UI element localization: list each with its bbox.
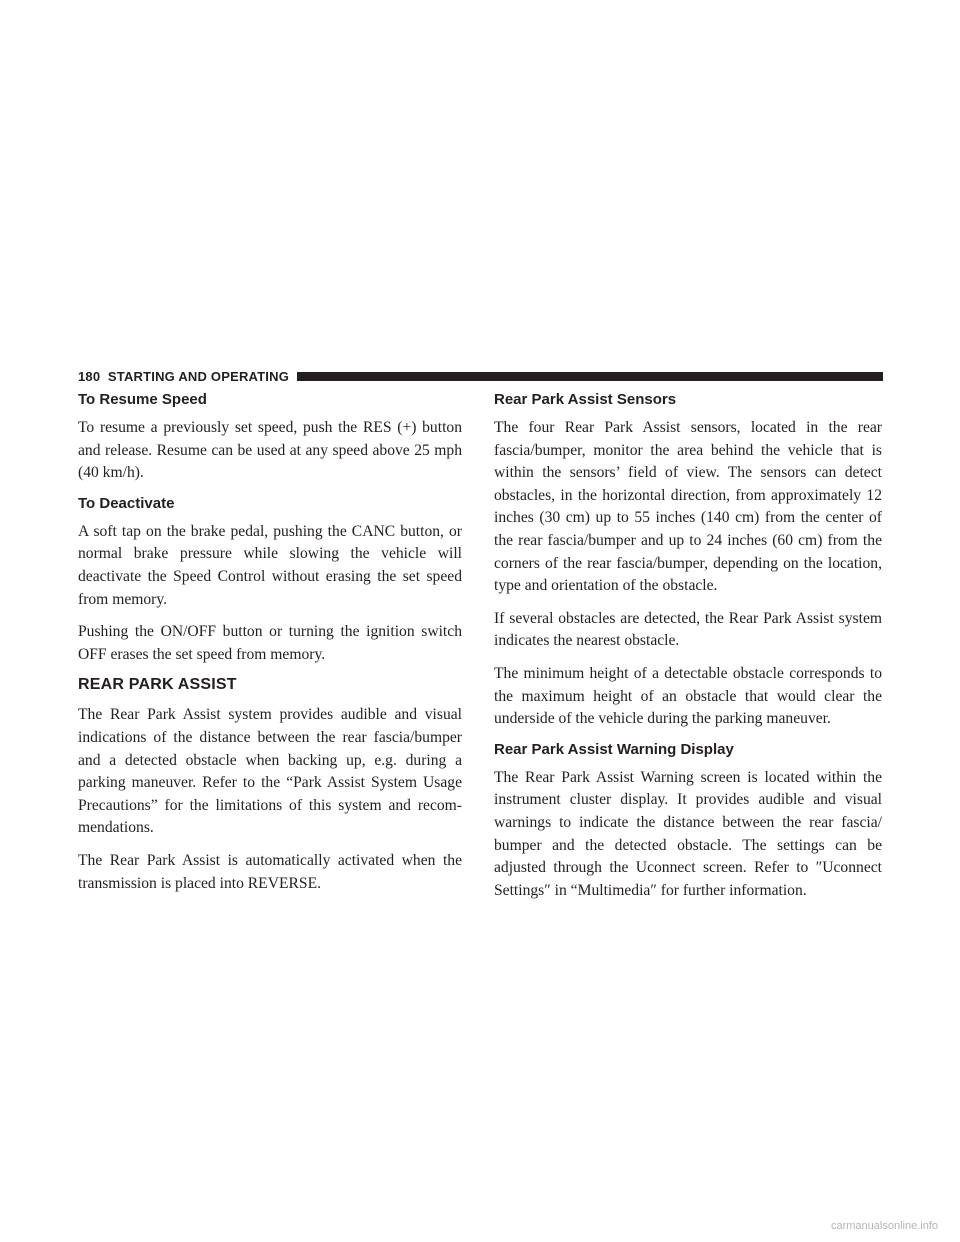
resume-speed-text: To resume a previously set speed, push the RES (+) button and release. Resume can be used at any speed above 25 mph (40 km/h). bbox=[78, 419, 462, 482]
left-column bbox=[78, 391, 462, 905]
section-title: STARTING AND OPERATING bbox=[107, 368, 290, 384]
header-rule bbox=[297, 372, 883, 381]
deactivate-paragraph-1: A soft tap on the brake pedal, pushing the CANC button, or normal brake pressure while slowing the vehicle will deactivate the Speed Control without erasing the set speed from memory. bbox=[78, 522, 462, 608]
sensors-paragraph-2: If several obstacles are detected, the Rear Park Assist system indicates the nearest obstacle. bbox=[494, 609, 882, 650]
page-number: 180 bbox=[78, 368, 101, 384]
rear-park-assist-paragraph-1: The Rear Park Assist system provides audible and visual indications of the distance between the rear fascia/bumper and a detected obstacle when backing up, e.g. during a parking maneuver. Refer to the “Park Assist System Usage Precautions” for the limitations of this system and recom-mendations. bbox=[78, 706, 462, 837]
right-column bbox=[494, 391, 882, 912]
page-header-label bbox=[78, 369, 289, 384]
resume-speed-heading: To Resume Speed bbox=[78, 391, 207, 408]
page-header bbox=[78, 366, 883, 386]
watermark: carmanualsonline.info bbox=[830, 1220, 938, 1232]
warning-display-text: The Rear Park Assist Warning screen is located within the instrument cluster display. It provides audible and visual warnings to indicate the distance between the rear fascia/ bumper and the detected obstacle. The settings can be adjusted through the Uconnect screen. Refer to ″Uconnect Settings″ in “Multimedia″ for further information. bbox=[494, 768, 882, 899]
warning-display-heading: Rear Park Assist Warning Display bbox=[494, 740, 734, 758]
deactivate-paragraph-2: Pushing the ON/OFF button or turning the ignition switch OFF erases the set speed from memory. bbox=[78, 623, 462, 663]
sensors-paragraph-3: The minimum height of a detectable obstacle corresponds to the maximum height of an obstacle that would clear the underside of the vehicle during the parking maneuver. bbox=[494, 664, 882, 728]
sensors-heading: Rear Park Assist Sensors bbox=[494, 391, 677, 408]
sensors-paragraph-1: The four Rear Park Assist sensors, located in the rear fascia/bumper, monitor the area behind the vehicle that is within the sensors’ field of view. The sensors can detect obstacles, in the horizontal direction, from approximately 12 inches (30 cm) up to 55 inches (140 cm) from the center of the rear fascia/bumper and up to 24 inches (60 cm) from the corners of the rear fascia/bumper, depending on the location, type and orientation of the obstacle. bbox=[494, 419, 882, 595]
rear-park-assist-paragraph-2: The Rear Park Assist is automatically activated when the transmission is placed into REVERSE. bbox=[78, 851, 462, 892]
deactivate-heading: To Deactivate bbox=[78, 494, 175, 512]
rear-park-assist-heading: REAR PARK ASSIST bbox=[78, 676, 237, 694]
